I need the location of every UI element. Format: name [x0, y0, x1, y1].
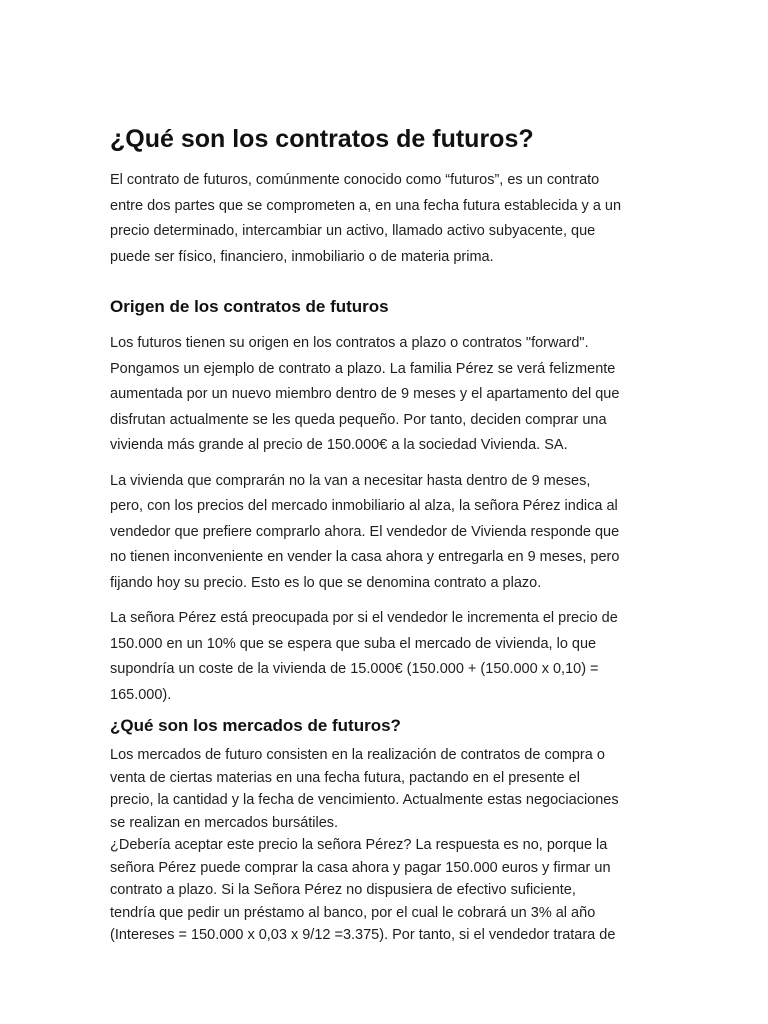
- section-heading-markets: ¿Qué son los mercados de futuros?: [110, 716, 401, 735]
- text-line: 165.000).: [110, 686, 172, 703]
- text-line: precio determinado, intercambiar un activo, llamado activo subyacente, que: [110, 223, 596, 239]
- text-line: La señora Pérez está preocupada por si el vendedor le incrementa el precio de: [110, 610, 618, 626]
- text-line: fijando hoy su precio. Esto es lo que se denomina contrato a plazo.: [110, 574, 542, 591]
- text-line: puede ser físico, financiero, inmobiliario o de materia prima.: [110, 248, 494, 265]
- section-heading-origin: Origen de los contratos de futuros: [110, 297, 389, 316]
- text-line: no tienen inconveniente en vender la casa ahora y entregarla en 9 meses, pero: [110, 549, 620, 565]
- text-line: La vivienda que comprarán no la van a necesitar hasta dentro de 9 meses,: [110, 472, 591, 489]
- text-line: entre dos partes que se comprometen a, en una fecha futura establecida y a un: [110, 197, 622, 214]
- text-line: se realizan en mercados bursátiles.: [110, 814, 339, 831]
- text-line: señora Pérez puede comprar la casa ahora y pagar 150.000 euros y firmar un: [110, 859, 611, 876]
- text-line: supondría un coste de la vivienda de 15.000€ (150.000 + (150.000 x 0,10) =: [110, 661, 599, 677]
- origin-paragraph-3: [110, 606, 662, 708]
- text-line: pero, con los precios del mercado inmobiliario al alza, la señora Pérez indica al: [110, 498, 618, 514]
- markets-paragraph: [110, 744, 662, 947]
- text-line: aumentada por un nuevo miembro dentro de 9 meses y el apartamento del que: [110, 386, 620, 402]
- text-line: disfrutan actualmente se les queda pequeño. Por tanto, deciden comprar una: [110, 411, 607, 428]
- origin-paragraph-2: [110, 469, 662, 597]
- origin-paragraph-1: [110, 331, 662, 459]
- intro-paragraph: [110, 168, 662, 270]
- text-line: precio, la cantidad y la fecha de vencimiento. Actualmente estas negociaciones: [110, 792, 619, 808]
- text-line: Los mercados de futuro consisten en la realización de contratos de compra o: [110, 747, 605, 763]
- text-line: contrato a plazo. Si la Señora Pérez no dispusiera de efectivo suficiente,: [110, 882, 576, 898]
- text-line: tendría que pedir un préstamo al banco, por el cual le cobrará un 3% al año: [110, 904, 596, 921]
- text-line: 150.000 en un 10% que se espera que suba el mercado de vivienda, lo que: [110, 635, 597, 652]
- text-line: Los futuros tienen su origen en los contratos a plazo o contratos "forward".: [110, 335, 589, 351]
- text-line: El contrato de futuros, comúnmente conocido como “futuros”, es un contrato: [110, 172, 600, 188]
- text-line: vivienda más grande al precio de 150.000€ a la sociedad Vivienda. SA.: [110, 437, 568, 453]
- text-line: Pongamos un ejemplo de contrato a plazo. La familia Pérez se verá felizmente: [110, 360, 616, 377]
- text-line: vendedor que prefiere comprarlo ahora. El vendedor de Vivienda responde que: [110, 523, 620, 540]
- text-line: (Intereses = 150.000 x 0,03 x 9/12 =3.375). Por tanto, si el vendedor tratara de: [110, 927, 616, 943]
- document-body: [110, 123, 662, 947]
- text-line: venta de ciertas materias en una fecha futura, pactando en el presente el: [110, 769, 580, 786]
- text-line: ¿Debería aceptar este precio la señora Pérez? La respuesta es no, porque la: [110, 837, 608, 853]
- page-title: ¿Qué son los contratos de futuros?: [110, 125, 534, 153]
